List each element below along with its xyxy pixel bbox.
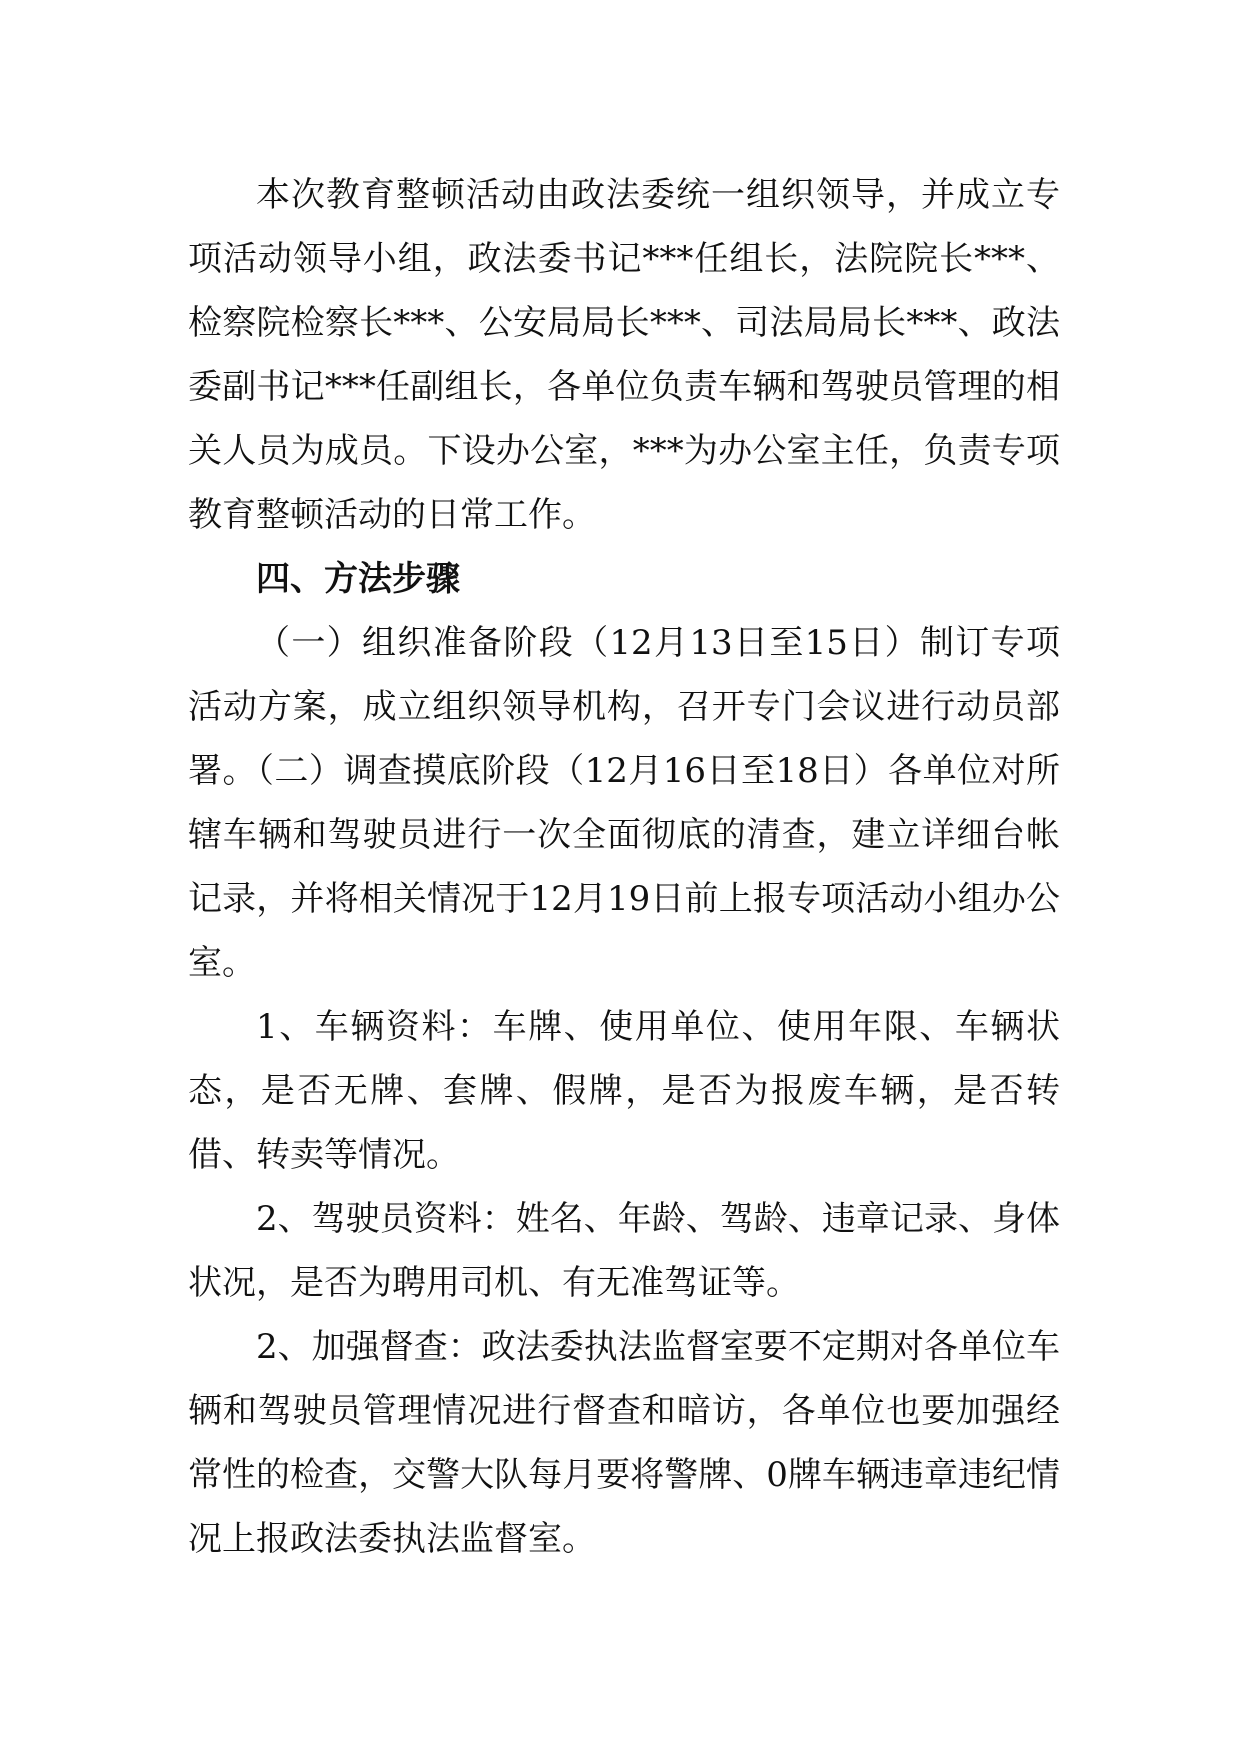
paragraph-driver-info: 2、驾驶员资料：姓名、年龄、驾龄、违章记录、身体状况，是否为聘用司机、有无准驾证等。 xyxy=(188,1199,1060,1303)
document-body xyxy=(188,163,1060,1571)
paragraph-vehicle-info: 1、车辆资料：车牌、使用单位、使用年限、车辆状态，是否无牌、套牌、假牌，是否为报废车辆，是否转借、转卖等情况。 xyxy=(188,1007,1060,1175)
paragraph-stages: （一）组织准备阶段（12月13日至15日）制订专项活动方案，成立组织领导机构，召开专门会议进行动员部署。（二）调查摸底阶段（12月16日至18日）各单位对所辖车辆和驾驶员进行一次全面彻底的清查，建立详细台帐记录，并将相关情况于12月19日前上报专项活动小组办公室。 xyxy=(188,623,1060,983)
paragraph-supervision: 2、加强督查：政法委执法监督室要不定期对各单位车辆和驾驶员管理情况进行督查和暗访，各单位也要加强经常性的检查，交警大队每月要将警牌、0牌车辆违章违纪情况上报政法委执法监督室。 xyxy=(188,1327,1060,1559)
section-heading-methods-steps: 四、方法步骤 xyxy=(256,559,460,599)
paragraph-leadership-group: 本次教育整顿活动由政法委统一组织领导，并成立专项活动领导小组，政法委书记***任组长，法院院长***、检察院检察长***、公安局局长***、司法局局长***、政法委副书记***任副组长，各单位负责车辆和驾驶员管理的相关人员为成员。下设办公室，***为办公室主任，负责专项教育整顿活动的日常工作。 xyxy=(188,175,1060,535)
